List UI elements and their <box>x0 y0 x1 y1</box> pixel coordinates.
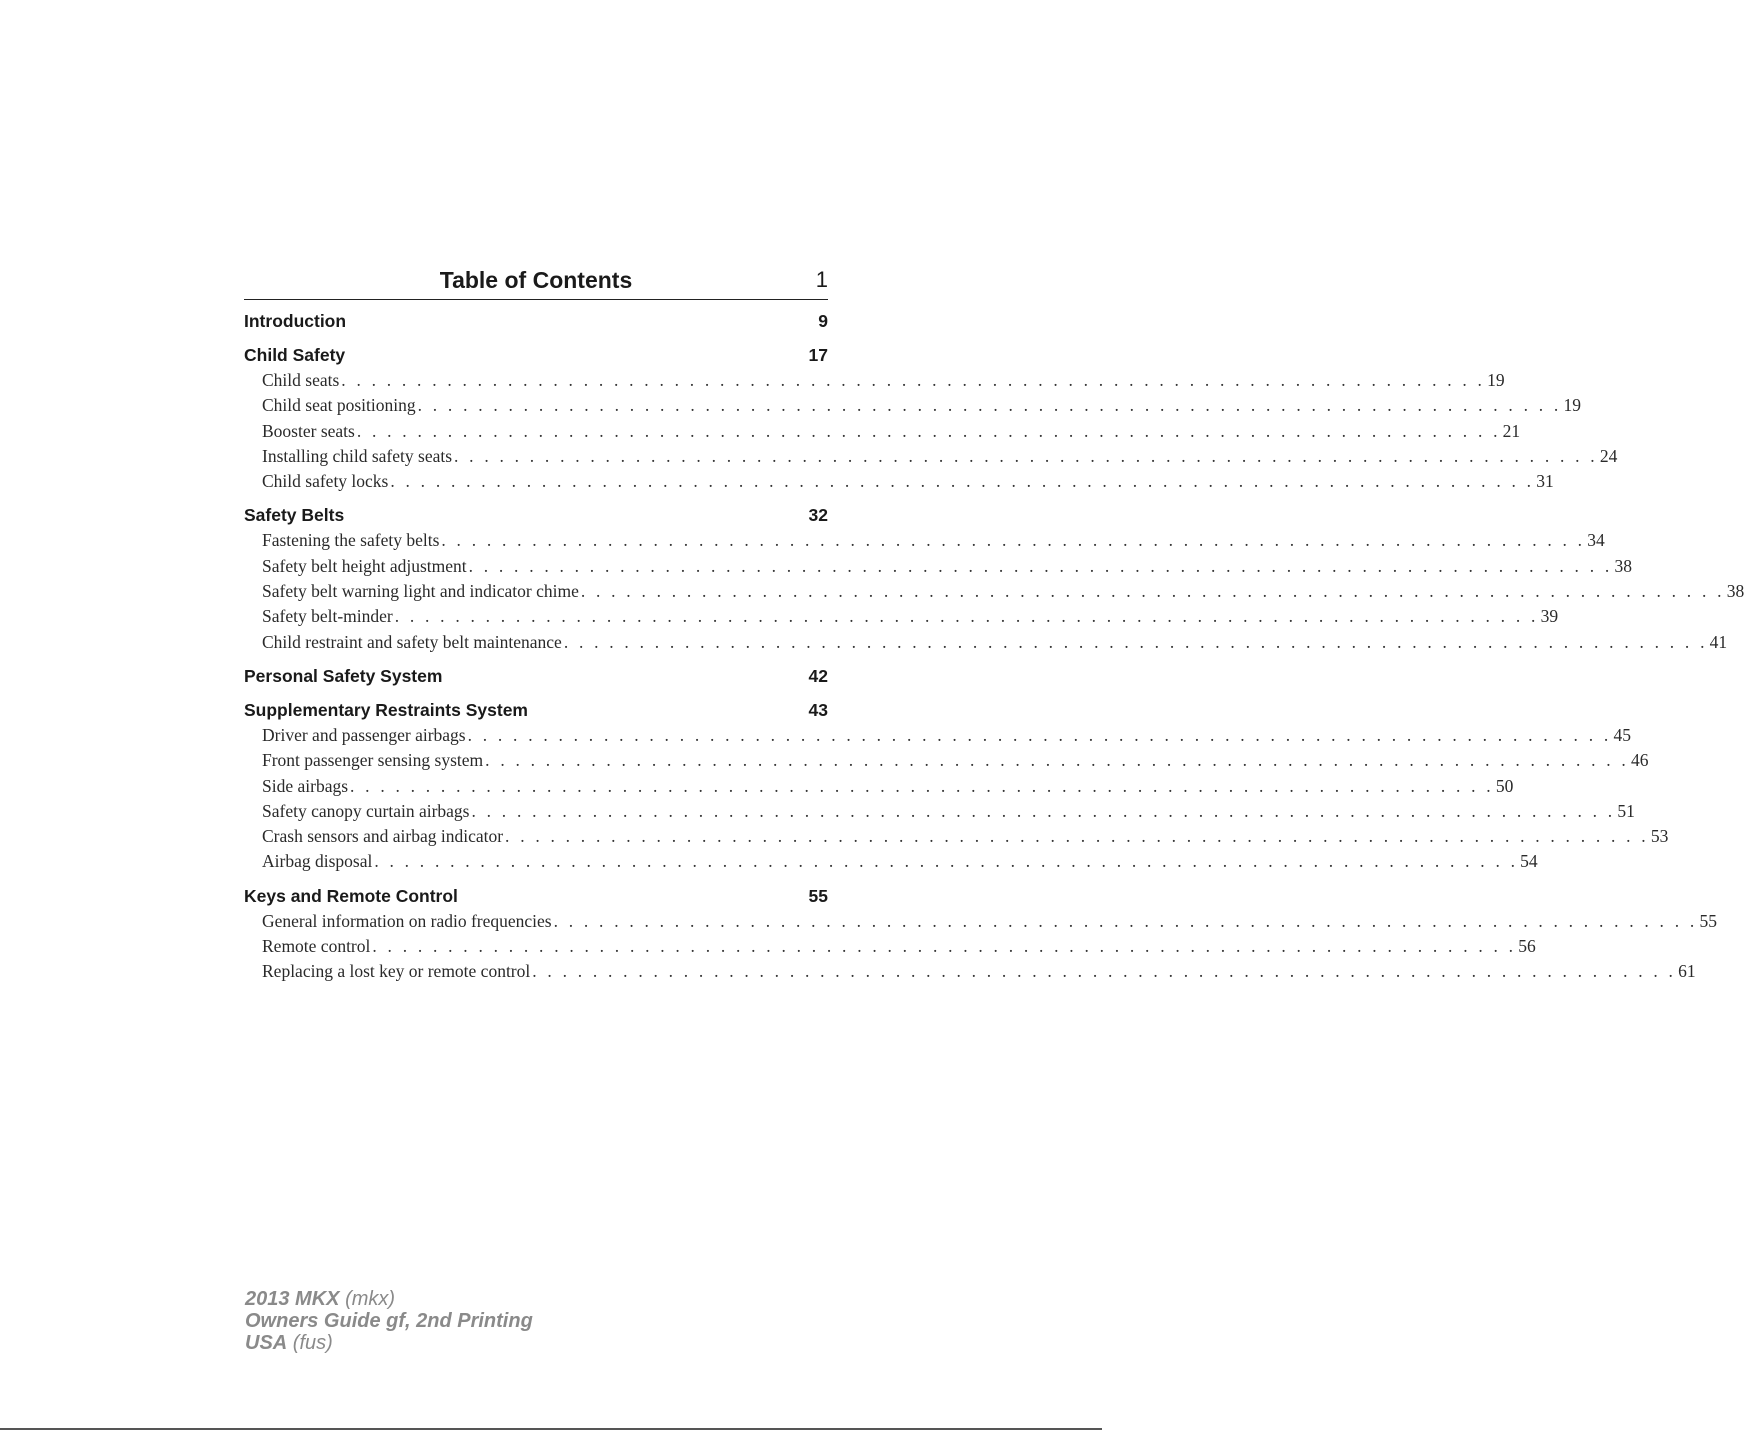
entry-label: Child restraint and safety belt maintenance <box>262 631 562 652</box>
footer-market-code: (fus) <box>292 1332 333 1354</box>
entry-page: 38 <box>1614 555 1632 576</box>
entry-page: 54 <box>1520 851 1538 872</box>
toc-section <box>244 343 1618 494</box>
toc-entry[interactable] <box>244 909 1717 934</box>
toc-entry[interactable] <box>244 824 1669 849</box>
section-page: 42 <box>808 665 828 686</box>
dot-leader: . . . . . . . . . . . . . . . . . . . . . . . . . . . . . . . . . . . . . . . . . . . . . . . . . . . . . . . . . . . . . . . . . . . . . . . . . . . . <box>467 724 1612 745</box>
entry-label: Installing child safety seats <box>262 445 453 466</box>
toc-entry[interactable] <box>244 849 1538 874</box>
toc-entry[interactable] <box>244 774 1514 799</box>
entry-page: 19 <box>1563 395 1581 416</box>
entry-label: Child seats <box>262 370 340 390</box>
entry-page: 51 <box>1617 800 1635 821</box>
dot-leader: . . . . . . . . . . . . . . . . . . . . . . . . . . . . . . . . . . . . . . . . . . . . . . . . . . . . . . . . . . . . . . . . . . . . . . . . . . . . <box>505 826 1649 847</box>
toc-section <box>244 503 1744 654</box>
entry-label: Child safety locks <box>262 471 389 492</box>
toc-entry[interactable] <box>244 934 1536 959</box>
toc-section <box>244 309 828 334</box>
dot-leader: . . . . . . . . . . . . . . . . . . . . . . . . . . . . . . . . . . . . . . . . . . . . . . . . . . . . . . . . . . . . . . . . . . . . . . . . . . . . <box>356 420 1501 441</box>
dot-leader: . . . . . . . . . . . . . . . . . . . . . . . . . . . . . . . . . . . . . . . . . . . . . . . . . . . . . . . . . . . . . . . . . . . . . . . . . . . . <box>417 395 1562 416</box>
entry-page: 55 <box>1699 910 1717 931</box>
section-heading[interactable] <box>244 309 828 334</box>
toc-sections <box>244 309 1744 985</box>
dot-leader: . . . . . . . . . . . . . . . . . . . . . . . . . . . . . . . . . . . . . . . . . . . . . . . . . . . . . . . . . . . . . . . . . . . . . . . . . . . . <box>485 750 1629 771</box>
toc-entry[interactable] <box>244 799 1635 824</box>
document-footer <box>245 1288 533 1354</box>
dot-leader: . . . . . . . . . . . . . . . . . . . . . . . . . . . . . . . . . . . . . . . . . . . . . . . . . . . . . . . . . . . . . . . . . . . . . . . . . . . . <box>580 581 1725 602</box>
section-title: Safety Belts <box>244 505 345 526</box>
toc-header <box>244 264 828 300</box>
section-title: Introduction <box>244 311 347 331</box>
entry-label: Booster seats <box>262 420 355 441</box>
toc-entry[interactable] <box>244 604 1559 629</box>
page-bottom-rule <box>0 1428 1102 1430</box>
section-heading[interactable] <box>244 664 828 689</box>
entry-label: Airbag disposal <box>262 851 373 872</box>
toc-entry[interactable] <box>244 959 1696 984</box>
section-title: Keys and Remote Control <box>244 885 458 906</box>
entry-page: 53 <box>1650 826 1669 847</box>
dot-leader: . . . . . . . . . . . . . . . . . . . . . . . . . . . . . . . . . . . . . . . . . . . . . . . . . . . . . . . . . . . . . . . . . . . . . . . . . . . . <box>532 961 1677 982</box>
entry-label: Child seat positioning <box>262 395 416 416</box>
entry-page: 31 <box>1536 471 1554 492</box>
toc-entry[interactable] <box>244 419 1521 444</box>
toc-entry[interactable] <box>244 444 1618 469</box>
entry-page: 19 <box>1487 370 1505 390</box>
entry-page: 41 <box>1709 631 1728 652</box>
entry-label: Crash sensors and airbag indicator <box>262 826 504 847</box>
entry-label: Fastening the safety belts <box>262 530 440 551</box>
toc-entry[interactable] <box>244 579 1744 604</box>
dot-leader: . . . . . . . . . . . . . . . . . . . . . . . . . . . . . . . . . . . . . . . . . . . . . . . . . . . . . . . . . . . . . . . . . . . . . . . . . . . . <box>563 631 1708 652</box>
footer-market-line <box>245 1332 533 1354</box>
dot-leader: . . . . . . . . . . . . . . . . . . . . . . . . . . . . . . . . . . . . . . . . . . . . . . . . . . . . . . . . . . . . . . . . . . . . . . . . . . . . <box>374 851 1519 872</box>
entry-label: Side airbags <box>262 775 349 796</box>
dot-leader: . . . . . . . . . . . . . . . . . . . . . . . . . . . . . . . . . . . . . . . . . . . . . . . . . . . . . . . . . . . . . . . . . . . . . . . . . . . . <box>553 910 1698 931</box>
entry-page: 24 <box>1599 445 1618 466</box>
section-page: 32 <box>808 505 828 526</box>
section-title: Personal Safety System <box>244 665 443 686</box>
footer-model-line <box>245 1288 533 1310</box>
dot-leader: . . . . . . . . . . . . . . . . . . . . . . . . . . . . . . . . . . . . . . . . . . . . . . . . . . . . . . . . . . . . . . . . . . . . . . . . . . . . <box>454 445 1598 466</box>
toc-entry[interactable] <box>244 368 1505 393</box>
section-title: Supplementary Restraints System <box>244 699 528 720</box>
section-page: 55 <box>808 885 828 906</box>
footer-guide-line: Owners Guide gf, 2nd Printing <box>245 1310 533 1332</box>
footer-model-code: (mkx) <box>345 1288 396 1310</box>
entry-label: Replacing a lost key or remote control <box>262 961 531 982</box>
page-title: Table of Contents <box>439 267 633 293</box>
entry-page: 38 <box>1726 581 1744 602</box>
table-of-contents <box>244 264 1744 994</box>
entry-label: Safety belt-minder <box>262 606 393 627</box>
entry-label: Remote control <box>262 936 371 957</box>
dot-leader: . . . . . . . . . . . . . . . . . . . . . . . . . . . . . . . . . . . . . . . . . . . . . . . . . . . . . . . . . . . . . . . . . . . . . . . . . . . . <box>390 471 1535 492</box>
section-heading[interactable] <box>244 698 828 723</box>
section-heading[interactable] <box>244 503 828 528</box>
section-page: 43 <box>808 699 828 720</box>
toc-entry[interactable] <box>244 554 1632 579</box>
dot-leader: . . . . . . . . . . . . . . . . . . . . . . . . . . . . . . . . . . . . . . . . . . . . . . . . . . . . . . . . . . . . . . . . . . . . . . . . . . . . <box>350 775 1494 796</box>
toc-entry[interactable] <box>244 723 1631 748</box>
toc-entry[interactable] <box>244 393 1581 418</box>
page-number: 1 <box>815 267 828 292</box>
dot-leader: . . . . . . . . . . . . . . . . . . . . . . . . . . . . . . . . . . . . . . . . . . . . . . . . . . . . . . . . . . . . . . . . . . . . . . . . . . . . <box>471 800 1616 821</box>
toc-entry[interactable] <box>244 748 1649 773</box>
entry-page: 45 <box>1613 724 1631 745</box>
entry-label: Driver and passenger airbags <box>262 724 466 745</box>
dot-leader: . . . . . . . . . . . . . . . . . . . . . . . . . . . . . . . . . . . . . . . . . . . . . . . . . . . . . . . . . . . . . . . . . . . . . . . . . . . . <box>341 370 1486 390</box>
entry-page: 56 <box>1518 936 1536 957</box>
entry-page: 61 <box>1678 961 1696 982</box>
entry-label: Safety canopy curtain airbags <box>262 800 470 821</box>
toc-section <box>244 698 1669 875</box>
entry-label: Safety belt warning light and indicator chime <box>262 581 579 602</box>
dot-leader: . . . . . . . . . . . . . . . . . . . . . . . . . . . . . . . . . . . . . . . . . . . . . . . . . . . . . . . . . . . . . . . . . . . . . . . . . . . . <box>468 555 1613 576</box>
entry-label: General information on radio frequencies <box>262 910 552 931</box>
entry-page: 46 <box>1631 750 1649 771</box>
section-heading[interactable] <box>244 343 828 368</box>
toc-entry[interactable] <box>244 528 1605 553</box>
toc-section <box>244 884 1717 985</box>
dot-leader: . . . . . . . . . . . . . . . . . . . . . . . . . . . . . . . . . . . . . . . . . . . . . . . . . . . . . . . . . . . . . . . . . . . . . . . . . . . . <box>394 606 1539 627</box>
entry-page: 50 <box>1495 775 1514 796</box>
entry-label: Safety belt height adjustment <box>262 555 467 576</box>
section-heading[interactable] <box>244 884 828 909</box>
footer-model: 2013 MKX <box>245 1288 340 1310</box>
toc-section <box>244 664 828 689</box>
footer-market: USA <box>245 1332 288 1354</box>
section-page: 9 <box>818 311 828 331</box>
toc-entry[interactable] <box>244 469 1554 494</box>
entry-page: 39 <box>1540 606 1559 627</box>
toc-entry[interactable] <box>244 630 1728 655</box>
dot-leader: . . . . . . . . . . . . . . . . . . . . . . . . . . . . . . . . . . . . . . . . . . . . . . . . . . . . . . . . . . . . . . . . . . . . . . . . . . . . <box>372 936 1517 957</box>
entry-page: 21 <box>1502 420 1521 441</box>
dot-leader: . . . . . . . . . . . . . . . . . . . . . . . . . . . . . . . . . . . . . . . . . . . . . . . . . . . . . . . . . . . . . . . . . . . . . . . . . . . . <box>441 530 1586 551</box>
section-title: Child Safety <box>244 345 346 365</box>
entry-label: Front passenger sensing system <box>262 750 484 771</box>
entry-page: 34 <box>1587 530 1605 551</box>
section-page: 17 <box>808 345 828 365</box>
